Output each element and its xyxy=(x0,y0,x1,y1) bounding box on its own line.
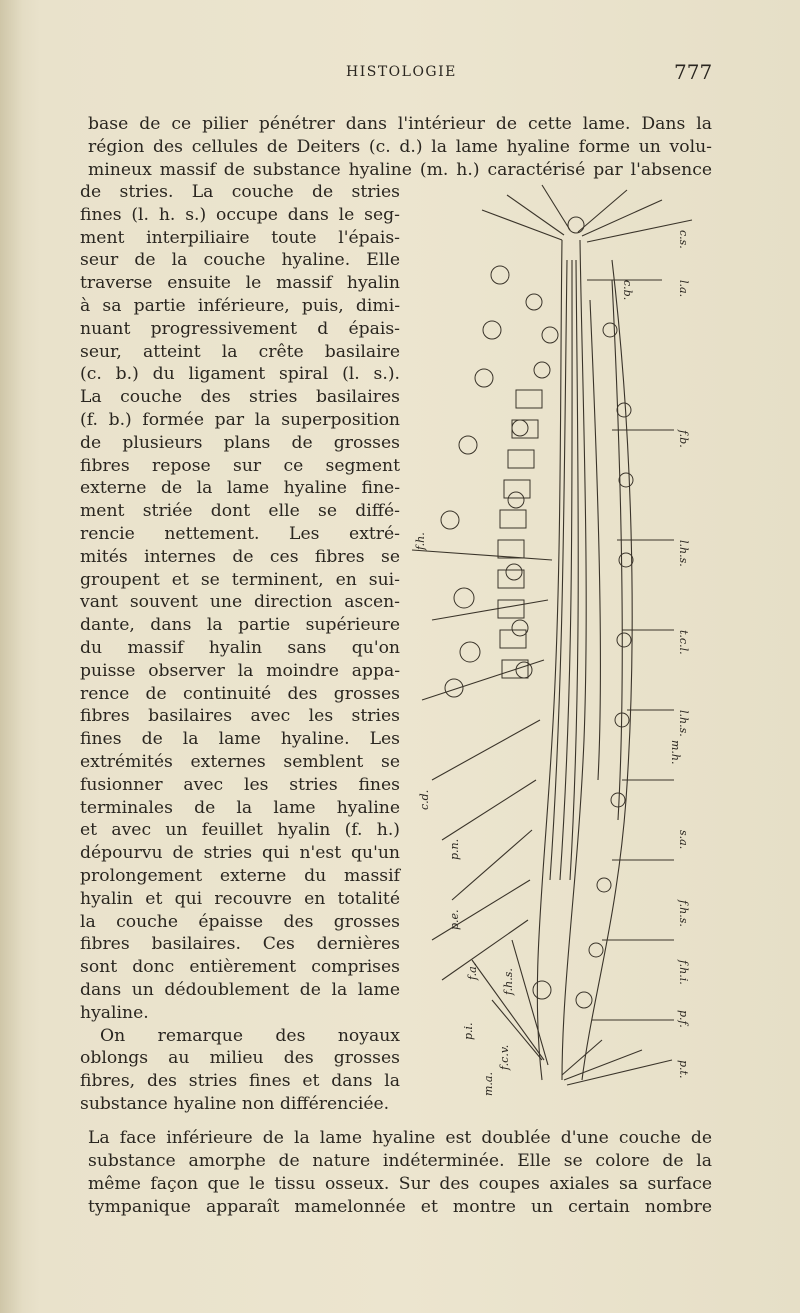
svg-text:s.a.: s.a. xyxy=(677,830,690,850)
column-text-line: la couche épaisse des grosses xyxy=(80,911,400,932)
histology-figure xyxy=(412,180,712,1098)
column-text-line: groupent et se terminent, en sui- xyxy=(80,569,400,590)
column-text-line: externe de la lame hyaline fine- xyxy=(80,478,400,499)
svg-text:f.h.: f.h. xyxy=(414,532,427,550)
svg-text:f.h.s.: f.h.s. xyxy=(677,900,690,927)
column-text-line: fibres basilaires. Ces dernières xyxy=(80,934,400,955)
column-text-line: traverse ensuite le massif hyalin xyxy=(80,273,400,294)
column-text-line: substance hyaline non différenciée. xyxy=(80,1094,390,1114)
column-text-line: terminales de la lame hyaline xyxy=(80,797,400,818)
text-line: base de ce pilier pénétrer dans l'intérieur de cette lame. Dans la xyxy=(88,114,712,134)
svg-text:p.e.: p.e. xyxy=(448,909,461,930)
svg-text:p.i.: p.i. xyxy=(462,1022,475,1040)
svg-text:f.h.s.: f.h.s. xyxy=(502,968,515,995)
svg-text:l.h.s.: l.h.s. xyxy=(677,710,690,737)
column-text-line: seur de la couche hyaline. Elle xyxy=(80,250,400,271)
svg-text:c.s.: c.s. xyxy=(677,230,690,249)
column-text-line: ment interpiliaire toute l'épais- xyxy=(80,227,400,248)
svg-text:p.n.: p.n. xyxy=(448,838,461,860)
column-text-line: à sa partie inférieure, puis, dimi- xyxy=(80,296,400,316)
column-text-line: hyaline. xyxy=(80,1002,149,1023)
column-text-line: seur, atteint la crête basilaire xyxy=(80,341,400,362)
column-text-line: rencie nettement. Les extré- xyxy=(80,524,400,544)
text-line: mineux massif de substance hyaline (m. h.) caractérisé par l'absence xyxy=(88,160,712,180)
running-head: HISTOLOGIE xyxy=(346,64,457,80)
page-spine-shadow xyxy=(0,0,22,1313)
column-text-line: ment striée dont elle se diffé- xyxy=(80,501,400,522)
column-text-line: mités internes de ces fibres se xyxy=(80,546,400,567)
svg-text:f.a.: f.a. xyxy=(466,962,479,980)
column-text-line: fibres repose sur ce segment xyxy=(80,455,400,476)
column-text-line: On remarque des noyaux xyxy=(100,1025,400,1046)
column-text-line: du massif hyalin sans qu'on xyxy=(80,638,400,658)
column-text-line: de stries. La couche de stries xyxy=(80,182,400,202)
column-text-line: rence de continuité des grosses xyxy=(80,683,400,704)
column-text-line: nuant progressivement d épais- xyxy=(80,318,400,339)
column-text-line: vant souvent une direction ascen- xyxy=(80,592,400,613)
text-line: substance amorphe de nature indéterminée. Elle se colore de la xyxy=(88,1151,712,1171)
page-number: 777 xyxy=(674,60,713,84)
svg-text:f.b.: f.b. xyxy=(677,430,690,448)
column-text-line: sont donc entièrement comprises xyxy=(80,957,400,978)
column-text-line: dante, dans la partie supérieure xyxy=(80,615,400,636)
text-line: région des cellules de Deiters (c. d.) la lame hyaline forme un volu- xyxy=(88,137,712,157)
svg-text:p.t.: p.t. xyxy=(677,1060,690,1079)
text-line: tympanique apparaît mamelonnée et montre un certain nombre xyxy=(88,1197,712,1217)
column-text-line: de plusieurs plans de grosses xyxy=(80,432,400,453)
column-text-line: extrémités externes semblent se xyxy=(80,752,400,772)
column-text-line: (f. b.) formée par la superposition xyxy=(80,410,400,430)
column-text-line: (c. b.) du ligament spiral (l. s.). xyxy=(80,364,400,385)
column-text-line: prolongement externe du massif xyxy=(80,866,400,886)
column-text-line: dépourvu de stries qui n'est qu'un xyxy=(80,843,400,864)
column-text-line: oblongs au milieu des grosses xyxy=(80,1048,400,1069)
svg-text:f.c.v.: f.c.v. xyxy=(498,1044,511,1070)
column-text-line: fines (l. h. s.) occupe dans le seg- xyxy=(80,204,400,225)
cochlea-section-drawing xyxy=(412,180,712,1098)
svg-text:c.b.: c.b. xyxy=(621,280,634,301)
column-text-line: La couche des stries basilaires xyxy=(80,387,400,408)
column-text-line: fusionner avec les stries fines xyxy=(80,774,400,795)
text-line: même façon que le tissu osseux. Sur des coupes axiales sa surface xyxy=(88,1174,712,1194)
column-text-line: fines de la lame hyaline. Les xyxy=(80,729,400,750)
column-text-line: puisse observer la moindre appa- xyxy=(80,660,400,681)
column-text-line: fibres basilaires avec les stries xyxy=(80,706,400,727)
svg-text:l.h.s.: l.h.s. xyxy=(677,540,690,567)
svg-text:m.a.: m.a. xyxy=(482,1072,495,1096)
text-line: La face inférieure de la lame hyaline est doublée d'une couche de xyxy=(88,1128,712,1148)
column-text-line: fibres, des stries fines et dans la xyxy=(80,1071,400,1092)
svg-text:c.d.: c.d. xyxy=(418,789,431,810)
svg-text:p.f.: p.f. xyxy=(677,1010,690,1028)
svg-text:f.h.i.: f.h.i. xyxy=(677,960,690,985)
svg-text:m.h.: m.h. xyxy=(669,740,682,765)
column-text-line: hyalin et qui recouvre en totalité xyxy=(80,888,400,909)
column-text-line: dans un dédoublement de la lame xyxy=(80,980,400,1000)
column-text-line: et avec un feuillet hyalin (f. h.) xyxy=(80,820,400,841)
svg-text:l.a.: l.a. xyxy=(677,280,690,298)
svg-text:t.c.l.: t.c.l. xyxy=(677,630,690,655)
